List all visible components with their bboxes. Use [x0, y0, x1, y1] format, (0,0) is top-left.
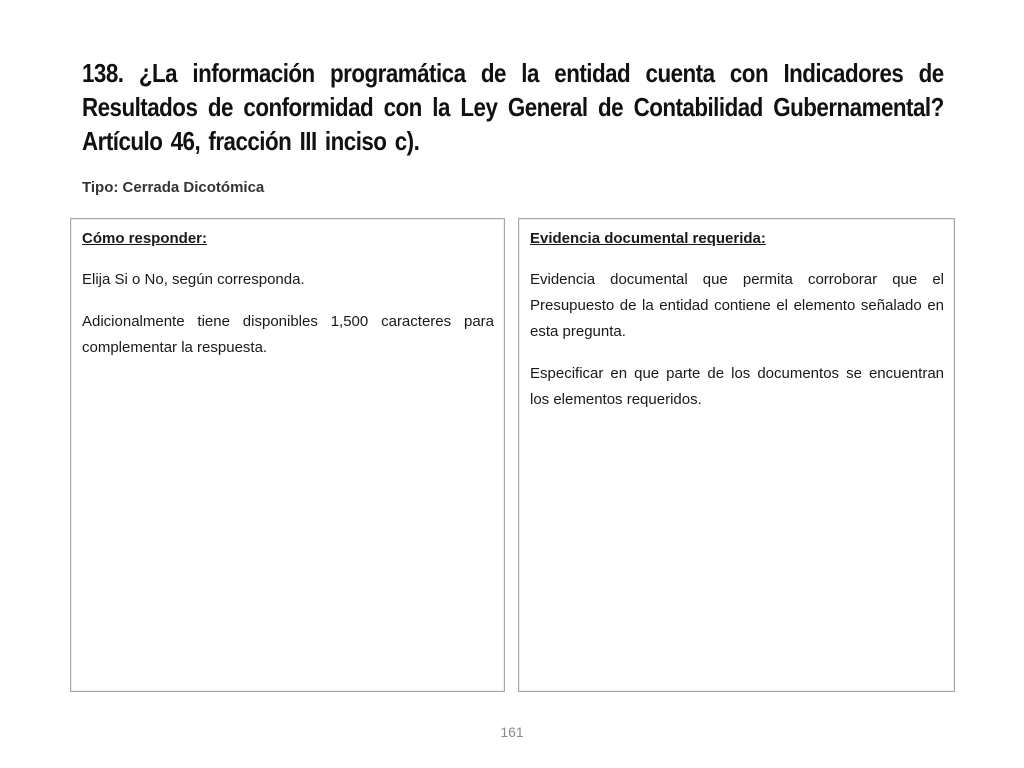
question-type: Tipo: Cerrada Dicotómica — [82, 179, 265, 196]
how-to-answer-heading: Cómo responder: — [82, 230, 208, 247]
required-evidence-description: Evidencia documental que permita corroborar que el Presupuesto de la entidad contiene el elemento señalado en esta pregunta. — [530, 271, 944, 340]
how-to-answer-panel — [70, 218, 505, 692]
required-evidence-panel — [518, 218, 955, 692]
how-to-answer-additional: Adicionalmente tiene disponibles 1,500 caracteres para complementar la respuesta. — [82, 313, 494, 356]
page-number: 161 — [500, 724, 524, 740]
required-evidence-specify: Especificar en que parte de los documentos se encuentran los elementos requeridos. — [530, 365, 944, 408]
how-to-answer-instruction: Elija Si o No, según corresponda. — [82, 271, 305, 288]
required-evidence-heading: Evidencia documental requerida: — [530, 230, 766, 247]
question-title: 138. ¿La información programática de la entidad cuenta con Indicadores de Resultados de conformidad con la Ley General de Contabilidad Gubernamental? Artículo 46, fracción III inciso c). — [82, 58, 944, 156]
